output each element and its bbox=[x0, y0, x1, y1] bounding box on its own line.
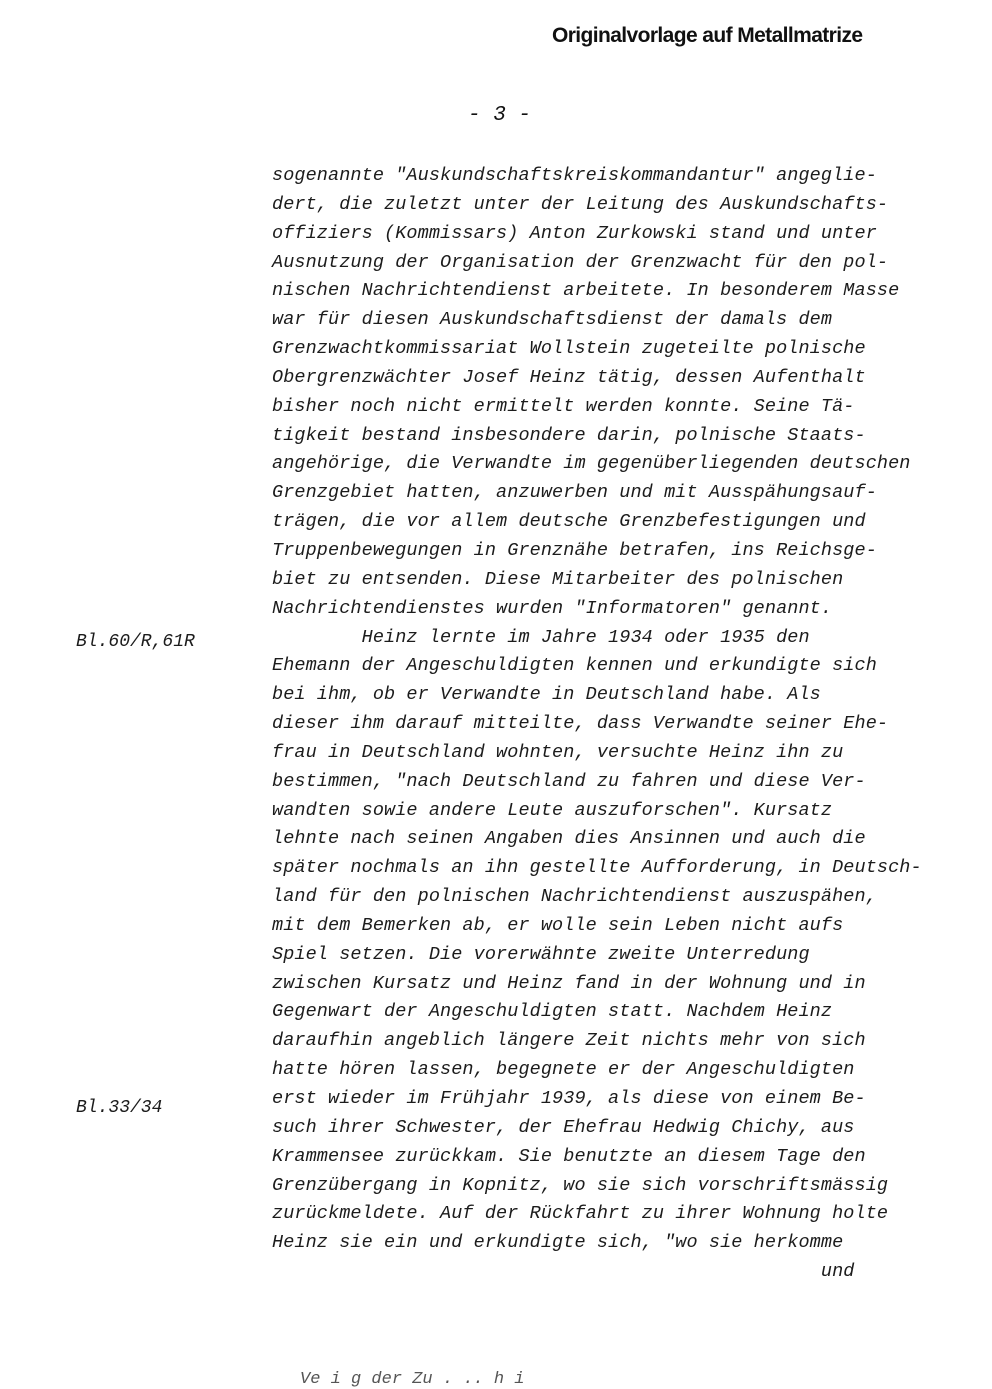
text-line: bisher noch nicht ermittelt werden konnte. Seine Tä- bbox=[272, 395, 855, 417]
margin-note-reference: Bl.33/34 bbox=[76, 1098, 163, 1118]
text-line: später nochmals an ihn gestellte Aufforderung, in Deutsch- bbox=[272, 857, 922, 879]
stamp-header: Originalvorlage auf Metallmatrize bbox=[552, 24, 863, 47]
text-line: biet zu entsenden. Diese Mitarbeiter des polnischen bbox=[272, 568, 844, 590]
text-line: Gegenwart der Angeschuldigten statt. Nachdem Heinz bbox=[272, 1001, 833, 1023]
text-line: trägen, die vor allem deutsche Grenzbefestigungen und bbox=[272, 511, 866, 533]
text-line: Heinz lernte im Jahre 1934 oder 1935 den bbox=[272, 626, 810, 648]
text-line: offiziers (Kommissars) Anton Zurkowski stand und unter bbox=[272, 222, 877, 244]
text-line: erst wieder im Frühjahr 1939, als diese von einem Be- bbox=[272, 1088, 866, 1109]
text-line: frau in Deutschland wohnten, versuchte Heinz ihn zu bbox=[272, 741, 844, 763]
text-line: Krammensee zurückkam. Sie benutzte an diesem Tage den bbox=[272, 1145, 866, 1167]
text-line: Ausnutzung der Organisation der Grenzwacht für den pol- bbox=[272, 251, 889, 273]
text-line: Ehemann der Angeschuldigten kennen und erkundigte sich bbox=[272, 655, 877, 677]
text-line: Grenzwachtkommissariat Wollstein zugeteilte polnische bbox=[272, 338, 866, 360]
text-line: such ihrer Schwester, der Ehefrau Hedwig Chichy, aus bbox=[272, 1116, 855, 1138]
text-line: daraufhin angeblich längere Zeit nichts mehr von sich bbox=[272, 1030, 866, 1052]
text-line: zwischen Kursatz und Heinz fand in der Wohnung und in bbox=[272, 972, 866, 994]
text-line: angehörige, die Verwandte im gegenüberliegenden deutschen bbox=[272, 453, 911, 475]
text-line: zurückmeldete. Auf der Rückfahrt zu ihrer Wohnung holte bbox=[272, 1203, 889, 1225]
text-line: land für den polnischen Nachrichtendienst auszuspähen, bbox=[272, 886, 877, 908]
text-line: tigkeit bestand insbesondere darin, polnische Staats- bbox=[272, 424, 866, 446]
text-line: mit dem Bemerken ab, er wolle sein Leben nicht aufs bbox=[272, 914, 844, 936]
text-line: und bbox=[272, 1261, 855, 1283]
text-line: Truppenbewegungen in Grenznähe betrafen, ins Reichsge- bbox=[272, 539, 877, 561]
text-line: Spiel setzen. Die vorerwähnte zweite Unterredung bbox=[272, 943, 810, 965]
text-line: Grenzgebiet hatten, anzuwerben und mit Ausspähungsauf- bbox=[272, 482, 877, 504]
footer-bleed-text: Ve i g der Zu . .. h i bbox=[300, 1370, 525, 1389]
text-line: Grenzübergang in Kopnitz, wo sie sich vorschriftsmässig bbox=[272, 1174, 889, 1196]
text-line: bestimmen, "nach Deutschland zu fahren und diese Ver- bbox=[272, 770, 866, 792]
text-line: dieser ihm darauf mitteilte, dass Verwandte seiner Ehe- bbox=[272, 713, 889, 735]
text-line: Heinz sie ein und erkundigte sich, "wo sie herkomme bbox=[272, 1232, 844, 1254]
text-line: Nachrichtendienstes wurden "Informatoren" genannt. bbox=[272, 597, 833, 619]
text-line: war für diesen Auskundschaftsdienst der damals dem bbox=[272, 309, 833, 331]
page-number: - 3 - bbox=[468, 104, 532, 127]
text-line: wandten sowie andere Leute auszuforschen". Kursatz bbox=[272, 799, 833, 821]
text-line: dert, die zuletzt unter der Leitung des Auskundschafts- bbox=[272, 193, 889, 215]
text-line: lehnte nach seinen Angaben dies Ansinnen und auch die bbox=[272, 828, 866, 850]
text-line: hatte hören lassen, begegnete er der Angeschuldigten bbox=[272, 1059, 855, 1081]
text-line: bei ihm, ob er Verwandte in Deutschland habe. Als bbox=[272, 684, 821, 706]
document-body bbox=[272, 162, 972, 1287]
text-line: Obergrenzwächter Josef Heinz tätig, dessen Aufenthalt bbox=[272, 366, 866, 388]
text-line: sogenannte "Auskundschaftskreiskommandantur" angeglie- bbox=[272, 165, 877, 186]
text-line: nischen Nachrichtendienst arbeitete. In besonderem Masse bbox=[272, 280, 900, 302]
margin-note-reference: Bl.60/R,61R bbox=[76, 632, 195, 652]
